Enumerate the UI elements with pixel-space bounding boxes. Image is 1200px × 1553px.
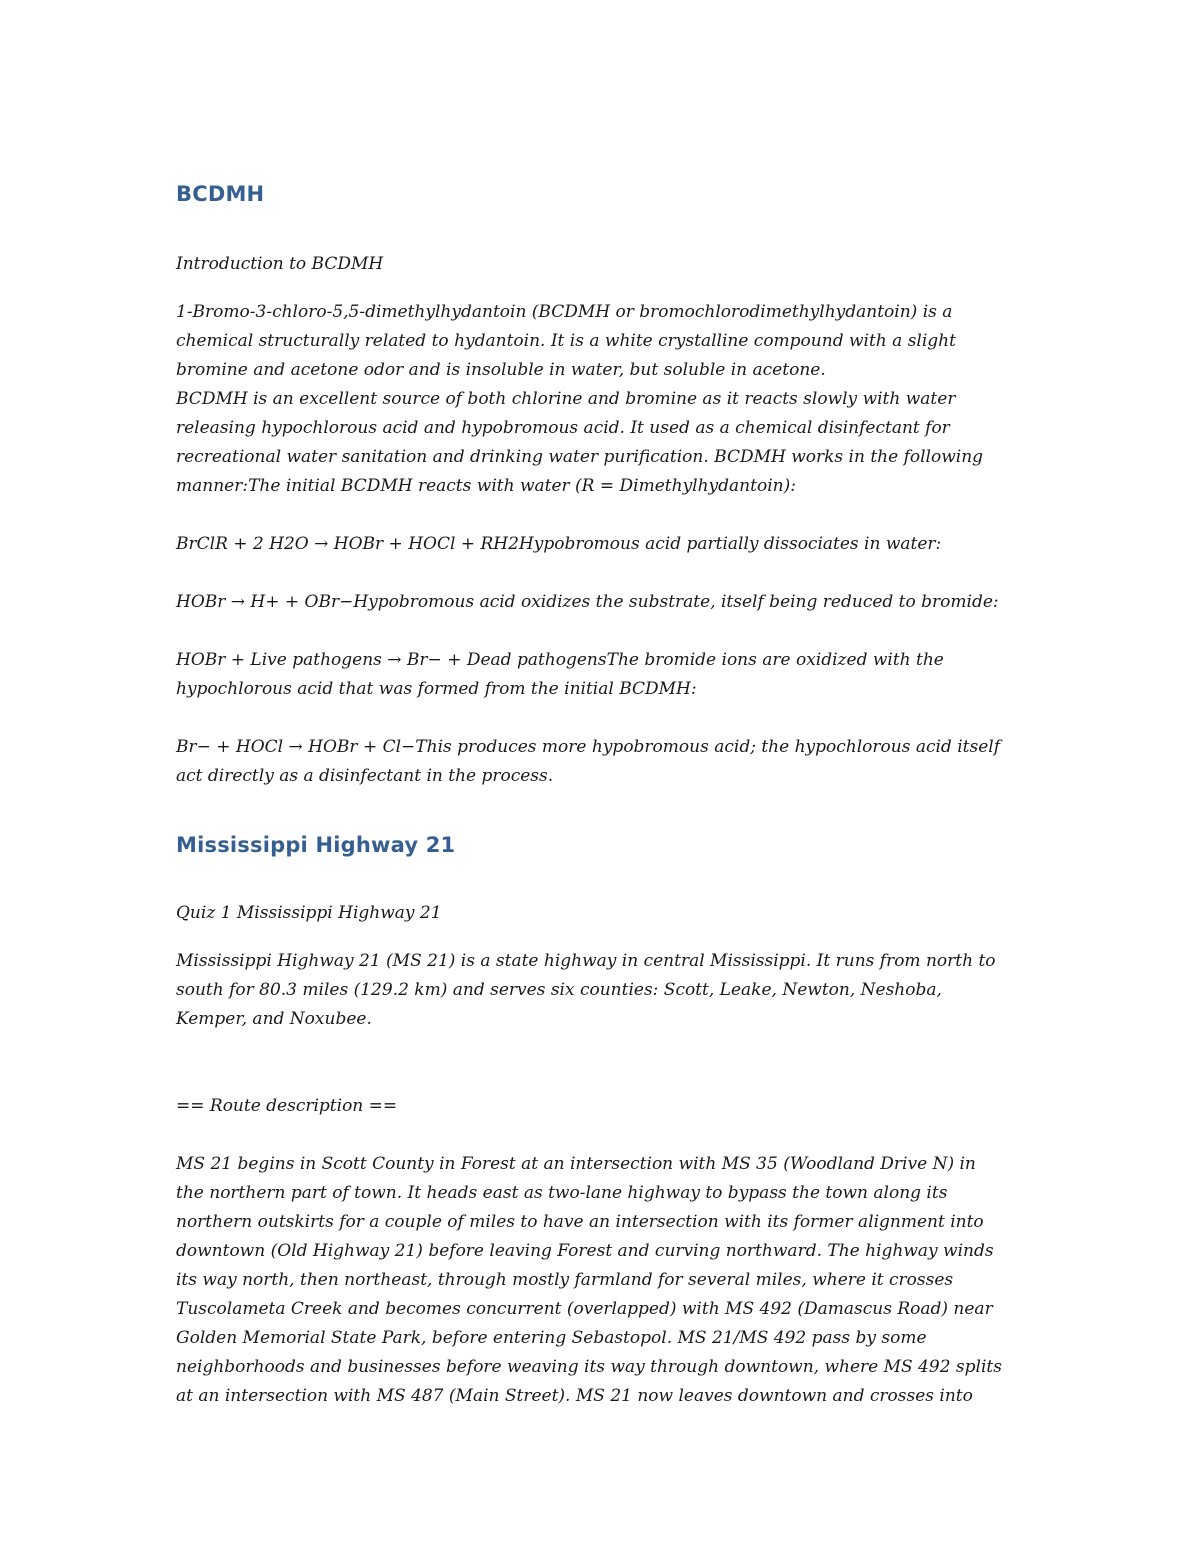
paragraph-line: chemical structurally related to hydantoin. It is a white crystalline compound with a slight	[176, 331, 956, 351]
paragraph-line: neighborhoods and businesses before weaving its way through downtown, where MS 492 splits	[176, 1357, 1002, 1377]
route-description-heading: == Route description ==	[176, 1096, 398, 1116]
paragraph-line: Golden Memorial State Park, before entering Sebastopol. MS 21/MS 492 pass by some	[176, 1328, 927, 1348]
paragraph-line: 1-Bromo-3-chloro-5,5-dimethylhydantoin (BCDMH or bromochlorodimethylhydantoin) is a	[176, 302, 953, 322]
bcdmh-intro-paragraph	[176, 298, 1036, 501]
reaction-equation-2	[176, 588, 1036, 617]
document-body	[176, 176, 1036, 1411]
paragraph-line: northern outskirts for a couple of miles to have an intersection with its former alignment into	[176, 1212, 984, 1232]
paragraph-line: HOBr + Live pathogens → Br− + Dead pathogensThe bromide ions are oxidized with the	[176, 650, 944, 670]
route-description-paragraph	[176, 1150, 1036, 1411]
paragraph-line: MS 21 begins in Scott County in Forest at an intersection with MS 35 (Woodland Drive N) in	[176, 1154, 976, 1174]
paragraph-line: its way north, then northeast, through mostly farmland for several miles, where it crosses	[176, 1270, 954, 1290]
paragraph-line: manner:The initial BCDMH reacts with water (R = Dimethylhydantoin):	[176, 476, 796, 496]
paragraph-line: hypochlorous acid that was formed from the initial BCDMH:	[176, 679, 697, 699]
reaction-equation-3	[176, 646, 1036, 704]
paragraph-line: BrClR + 2 H2O → HOBr + HOCl + RH2Hypobromous acid partially dissociates in water:	[176, 534, 942, 554]
section-subtitle-bcdmh: Introduction to BCDMH	[176, 254, 384, 274]
paragraph-line: releasing hypochlorous acid and hypobromous acid. It used as a chemical disinfectant for	[176, 418, 950, 438]
paragraph-line: the northern part of town. It heads east as two-lane highway to bypass the town along its	[176, 1183, 948, 1203]
paragraph-line: BCDMH is an excellent source of both chlorine and bromine as it reacts slowly with water	[176, 389, 956, 409]
paragraph-line: recreational water sanitation and drinking water purification. BCDMH works in the following	[176, 447, 984, 467]
highway-intro-paragraph	[176, 947, 1036, 1034]
paragraph-line: at an intersection with MS 487 (Main Street). MS 21 now leaves downtown and crosses into	[176, 1386, 973, 1406]
paragraph-line: Mississippi Highway 21 (MS 21) is a state highway in central Mississippi. It runs from north to	[176, 951, 996, 971]
section-heading-highway-21: Mississippi Highway 21	[176, 833, 456, 857]
paragraph-line: Tuscolameta Creek and becomes concurrent (overlapped) with MS 492 (Damascus Road) near	[176, 1299, 993, 1319]
paragraph-line: Br− + HOCl → HOBr + Cl−This produces more hypobromous acid; the hypochlorous acid itself	[176, 737, 1000, 757]
section-heading-bcdmh: BCDMH	[176, 182, 265, 206]
paragraph-line: south for 80.3 miles (129.2 km) and serves six counties: Scott, Leake, Newton, Neshoba,	[176, 980, 942, 1000]
section-subtitle-highway-21: Quiz 1 Mississippi Highway 21	[176, 903, 442, 923]
paragraph-line: Kemper, and Noxubee.	[176, 1009, 372, 1029]
paragraph-line: downtown (Old Highway 21) before leaving Forest and curving northward. The highway winds	[176, 1241, 994, 1261]
reaction-equation-1	[176, 530, 1036, 559]
paragraph-line: act directly as a disinfectant in the process.	[176, 766, 554, 786]
paragraph-line: bromine and acetone odor and is insoluble in water, but soluble in acetone.	[176, 360, 826, 380]
reaction-equation-4	[176, 733, 1036, 791]
paragraph-line: HOBr → H+ + OBr−Hypobromous acid oxidizes the substrate, itself being reduced to bromide:	[176, 592, 999, 612]
